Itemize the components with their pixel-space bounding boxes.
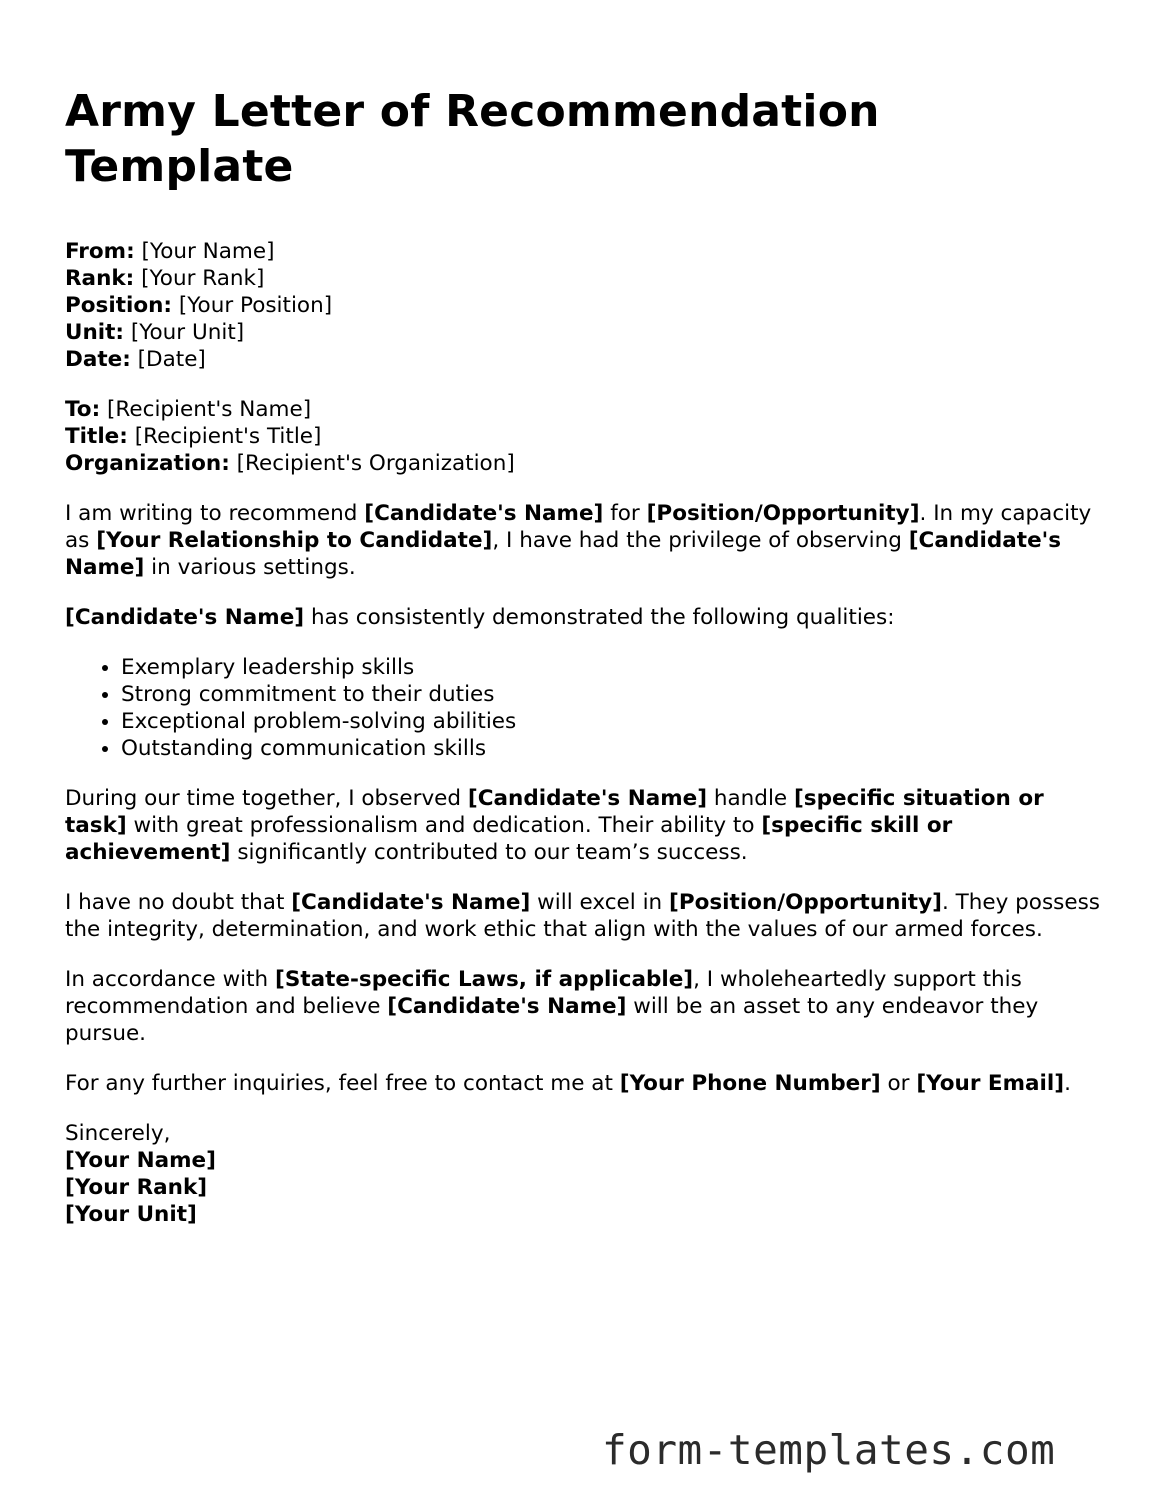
- candidate-name-placeholder: [Candidate's Name]: [291, 890, 531, 915]
- date-line: [65, 346, 1110, 373]
- recipient-block: [65, 396, 1110, 477]
- list-item: • Outstanding communication skills: [121, 735, 1110, 762]
- text-run: handle: [707, 786, 794, 811]
- letter-body: [65, 238, 1110, 1228]
- position-opportunity-placeholder: [Position/Opportunity]: [669, 890, 942, 915]
- position-value: [Your Position]: [178, 293, 333, 318]
- organization-line: [65, 450, 1110, 477]
- rank-line: [65, 265, 1110, 292]
- text-run: significantly contributed to our team’s success.: [230, 840, 748, 865]
- signature-name: [Your Name]: [65, 1148, 216, 1173]
- from-label: From:: [65, 239, 135, 264]
- recipient-title-label: Title:: [65, 424, 128, 449]
- text-run: will excel in: [530, 890, 670, 915]
- recipient-title-value: [Recipient's Title]: [134, 424, 322, 449]
- watermark: form-templates.com: [602, 1426, 1056, 1474]
- signature-rank: [Your Rank]: [65, 1175, 208, 1200]
- paragraph-intro: [65, 500, 1110, 581]
- rank-label: Rank:: [65, 266, 135, 291]
- date-label: Date:: [65, 347, 131, 372]
- text-run: .: [1064, 1071, 1071, 1096]
- organization-label: Organization:: [65, 451, 230, 476]
- date-value: [Date]: [137, 347, 206, 372]
- organization-value: [Recipient's Organization]: [236, 451, 515, 476]
- candidate-name-placeholder: [Candidate's Name]: [364, 501, 604, 526]
- unit-value: [Your Unit]: [130, 320, 245, 345]
- text-run: I have no doubt that: [65, 890, 292, 915]
- rank-value: [Your Rank]: [141, 266, 265, 291]
- paragraph-laws: [65, 966, 1110, 1047]
- text-run: with great professionalism and dedication. Their ability to: [126, 813, 762, 838]
- position-line: [65, 292, 1110, 319]
- signature-unit: [Your Unit]: [65, 1202, 197, 1227]
- list-item: • Exemplary leadership skills: [121, 654, 1110, 681]
- list-item: • Strong commitment to their duties: [121, 681, 1110, 708]
- specific-situation-placeholder: [specific situation or task]: [65, 786, 1044, 838]
- candidate-name-placeholder: [Candidate's Name]: [65, 528, 1062, 580]
- list-item: • Exceptional problem-solving abilities: [121, 708, 1110, 735]
- email-placeholder: [Your Email]: [916, 1071, 1065, 1096]
- text-run: During our time together, I observed: [65, 786, 468, 811]
- paragraph-observation: [65, 785, 1110, 866]
- to-label: To:: [65, 397, 101, 422]
- title-line: [65, 423, 1110, 450]
- candidate-name-placeholder: [Candidate's Name]: [467, 786, 708, 811]
- unit-label: Unit:: [65, 320, 125, 345]
- state-laws-placeholder: [State-specific Laws, if applicable]: [275, 967, 694, 992]
- text-run: I am writing to recommend: [65, 501, 365, 526]
- sender-block: [65, 238, 1110, 373]
- position-opportunity-placeholder: [Position/Opportunity]: [646, 501, 920, 526]
- salutation: Sincerely,: [65, 1121, 171, 1146]
- from-value: [Your Name]: [141, 239, 275, 264]
- text-run: For any further inquiries, feel free to contact me at: [65, 1071, 620, 1096]
- text-run: . In my capacity as: [65, 501, 1092, 553]
- text-run: , I have had the privilege of observing: [492, 528, 909, 553]
- relationship-placeholder: [Your Relationship to Candidate]: [96, 528, 493, 553]
- text-run: In accordance with: [65, 967, 276, 992]
- phone-placeholder: [Your Phone Number]: [619, 1071, 881, 1096]
- to-value: [Recipient's Name]: [107, 397, 312, 422]
- from-line: [65, 238, 1110, 265]
- letter-page: [65, 84, 1110, 1251]
- closing-block: [65, 1120, 1110, 1228]
- text-run: will be an asset to any endeavor they pursue.: [65, 994, 1039, 1046]
- unit-line: [65, 319, 1110, 346]
- text-run: or: [880, 1071, 917, 1096]
- position-label: Position:: [65, 293, 173, 318]
- text-run: , I wholeheartedly support this recommendation and believe: [65, 967, 1022, 1019]
- paragraph-endorsement: [65, 889, 1110, 943]
- text-run: in various settings.: [144, 555, 356, 580]
- paragraph-qualities-intro: [65, 604, 1110, 631]
- text-run: . They possess the integrity, determination, and work ethic that align with the values of our armed forces.: [65, 890, 1100, 942]
- text-run: for: [603, 501, 647, 526]
- candidate-name-placeholder: [Candidate's Name]: [65, 605, 305, 630]
- to-line: [65, 396, 1110, 423]
- text-run: has consistently demonstrated the following qualities:: [304, 605, 895, 630]
- specific-skill-placeholder: [specific skill or achievement]: [65, 813, 953, 865]
- paragraph-contact: [65, 1070, 1110, 1097]
- qualities-list: [65, 654, 1110, 762]
- candidate-name-placeholder: [Candidate's Name]: [387, 994, 627, 1019]
- page-title: Army Letter of Recommendation Template: [65, 86, 880, 192]
